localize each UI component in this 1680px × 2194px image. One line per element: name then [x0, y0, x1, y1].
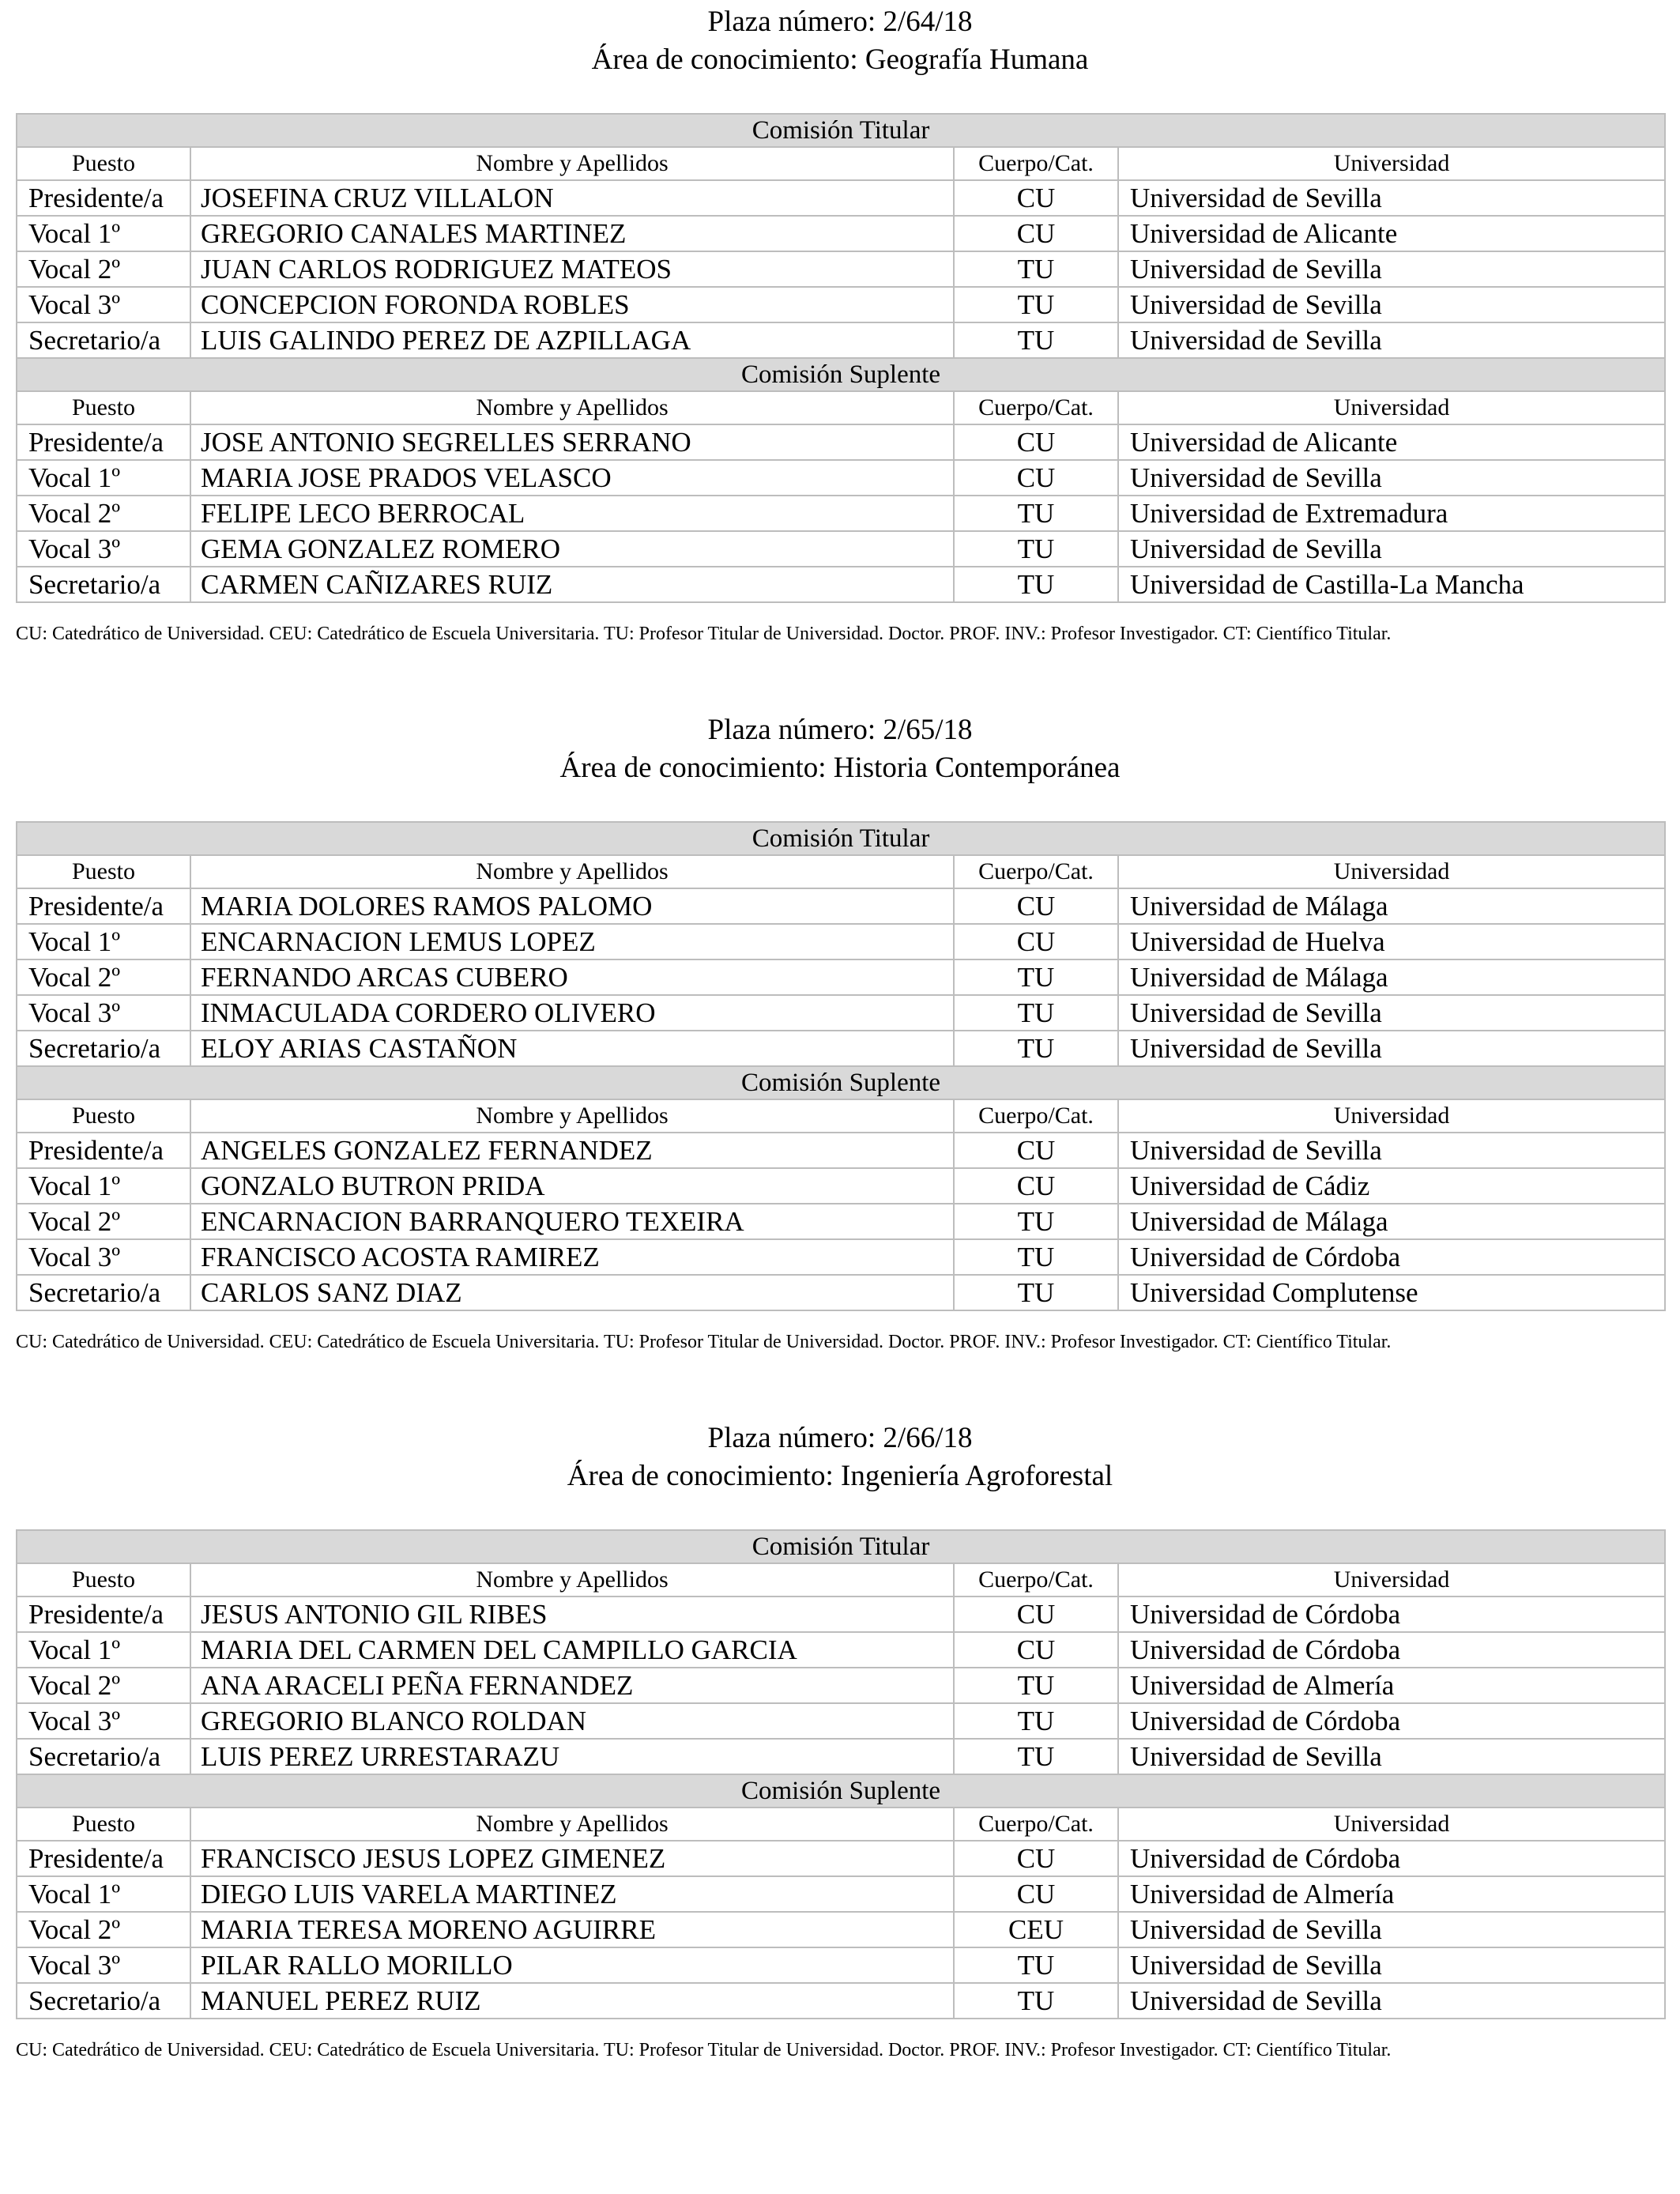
header-puesto: Puesto [17, 855, 190, 888]
universidad-cell: Universidad de Sevilla [1118, 251, 1665, 287]
puesto-cell: Secretario/a [17, 1739, 190, 1774]
cuerpo-cell: TU [954, 1983, 1118, 2019]
member-row [17, 1031, 1665, 1066]
nombre-cell: ELOY ARIAS CASTAÑON [190, 1031, 954, 1066]
header-cuerpo: Cuerpo/Cat. [954, 855, 1118, 888]
abbreviations-note: CU: Catedrático de Universidad. CEU: Catedrático de Escuela Universitaria. TU: Profesor Titular de Universidad. Doctor. PROF. INV.: Profesor Investigador. CT: Científico Titular. [16, 2040, 1392, 2060]
header-cuerpo: Cuerpo/Cat. [954, 391, 1118, 424]
column-header-row [17, 1099, 1665, 1133]
plaza-title: Plaza número: 2/65/18 [707, 714, 973, 746]
nombre-cell: MARIA JOSE PRADOS VELASCO [190, 460, 954, 496]
universidad-cell: Universidad de Sevilla [1118, 322, 1665, 358]
comision-suplente-band [17, 358, 1665, 391]
nombre-cell: CONCEPCION FORONDA ROBLES [190, 287, 954, 322]
nombre-cell: DIEGO LUIS VARELA MARTINEZ [190, 1876, 954, 1912]
cuerpo-cell: TU [954, 287, 1118, 322]
member-row [17, 460, 1665, 496]
member-row [17, 1739, 1665, 1774]
member-row [17, 322, 1665, 358]
puesto-cell: Secretario/a [17, 1031, 190, 1066]
nombre-cell: GEMA GONZALEZ ROMERO [190, 531, 954, 567]
puesto-cell: Presidente/a [17, 1841, 190, 1876]
puesto-cell: Vocal 3º [17, 995, 190, 1031]
plaza-area: Área de conocimiento: Geografía Humana [591, 43, 1089, 76]
cuerpo-cell: TU [954, 567, 1118, 602]
nombre-cell: JOSEFINA CRUZ VILLALON [190, 180, 954, 216]
universidad-cell: Universidad de Cádiz [1118, 1168, 1665, 1204]
universidad-cell: Universidad de Sevilla [1118, 460, 1665, 496]
header-puesto: Puesto [17, 1808, 190, 1841]
member-row [17, 1596, 1665, 1632]
universidad-cell: Universidad de Sevilla [1118, 180, 1665, 216]
universidad-cell: Universidad de Almería [1118, 1668, 1665, 1703]
puesto-cell: Vocal 2º [17, 1204, 190, 1239]
cuerpo-cell: CEU [954, 1912, 1118, 1947]
nombre-cell: GREGORIO CANALES MARTINEZ [190, 216, 954, 251]
universidad-cell: Universidad de Córdoba [1118, 1703, 1665, 1739]
cuerpo-cell: CU [954, 1841, 1118, 1876]
universidad-cell: Universidad de Extremadura [1118, 496, 1665, 531]
plaza-section [16, 0, 1664, 644]
comision-suplente-band [17, 1066, 1665, 1099]
abbreviations-note: CU: Catedrático de Universidad. CEU: Catedrático de Escuela Universitaria. TU: Profesor Titular de Universidad. Doctor. PROF. INV.: Profesor Investigador. CT: Científico Titular. [16, 1332, 1392, 1352]
puesto-cell: Vocal 2º [17, 1912, 190, 1947]
nombre-cell: PILAR RALLO MORILLO [190, 1947, 954, 1983]
universidad-cell: Universidad de Alicante [1118, 216, 1665, 251]
column-header-row [17, 1808, 1665, 1841]
cuerpo-cell: TU [954, 1239, 1118, 1275]
universidad-cell: Universidad de Sevilla [1118, 287, 1665, 322]
header-universidad: Universidad [1118, 855, 1665, 888]
puesto-cell: Secretario/a [17, 322, 190, 358]
universidad-cell: Universidad de Málaga [1118, 888, 1665, 924]
cuerpo-cell: TU [954, 959, 1118, 995]
nombre-cell: ENCARNACION LEMUS LOPEZ [190, 924, 954, 959]
puesto-cell: Secretario/a [17, 1983, 190, 2019]
cuerpo-cell: TU [954, 251, 1118, 287]
universidad-cell: Universidad de Sevilla [1118, 1739, 1665, 1774]
member-row [17, 1912, 1665, 1947]
header-puesto: Puesto [17, 1563, 190, 1596]
member-row [17, 424, 1665, 460]
member-row [17, 567, 1665, 602]
universidad-cell: Universidad de Sevilla [1118, 1947, 1665, 1983]
cuerpo-cell: CU [954, 924, 1118, 959]
plaza-header [16, 708, 1664, 787]
header-nombre: Nombre y Apellidos [190, 391, 954, 424]
member-row [17, 1632, 1665, 1668]
member-row [17, 531, 1665, 567]
commission-table [16, 1529, 1666, 2019]
puesto-cell: Vocal 3º [17, 1239, 190, 1275]
nombre-cell: MANUEL PEREZ RUIZ [190, 1983, 954, 2019]
universidad-cell: Universidad de Sevilla [1118, 1133, 1665, 1168]
nombre-cell: FRANCISCO JESUS LOPEZ GIMENEZ [190, 1841, 954, 1876]
nombre-cell: JESUS ANTONIO GIL RIBES [190, 1596, 954, 1632]
header-nombre: Nombre y Apellidos [190, 1563, 954, 1596]
nombre-cell: FELIPE LECO BERROCAL [190, 496, 954, 531]
comision-titular-band [17, 114, 1665, 147]
member-row [17, 924, 1665, 959]
nombre-cell: CARMEN CAÑIZARES RUIZ [190, 567, 954, 602]
universidad-cell: Universidad de Sevilla [1118, 995, 1665, 1031]
nombre-cell: ANA ARACELI PEÑA FERNANDEZ [190, 1668, 954, 1703]
member-row [17, 888, 1665, 924]
cuerpo-cell: TU [954, 1668, 1118, 1703]
header-puesto: Puesto [17, 391, 190, 424]
universidad-cell: Universidad de Huelva [1118, 924, 1665, 959]
header-universidad: Universidad [1118, 147, 1665, 180]
member-row [17, 1668, 1665, 1703]
nombre-cell: CARLOS SANZ DIAZ [190, 1275, 954, 1310]
puesto-cell: Vocal 2º [17, 1668, 190, 1703]
header-cuerpo: Cuerpo/Cat. [954, 1563, 1118, 1596]
member-row [17, 287, 1665, 322]
plaza-title: Plaza número: 2/66/18 [707, 1422, 973, 1454]
cuerpo-cell: TU [954, 531, 1118, 567]
universidad-cell: Universidad de Alicante [1118, 424, 1665, 460]
universidad-cell: Universidad de Castilla-La Mancha [1118, 567, 1665, 602]
universidad-cell: Universidad de Málaga [1118, 959, 1665, 995]
column-header-row [17, 147, 1665, 180]
member-row [17, 496, 1665, 531]
puesto-cell: Vocal 1º [17, 1632, 190, 1668]
nombre-cell: GONZALO BUTRON PRIDA [190, 1168, 954, 1204]
nombre-cell: LUIS PEREZ URRESTARAZU [190, 1739, 954, 1774]
header-nombre: Nombre y Apellidos [190, 1808, 954, 1841]
nombre-cell: MARIA DOLORES RAMOS PALOMO [190, 888, 954, 924]
member-row [17, 1275, 1665, 1310]
universidad-cell: Universidad de Córdoba [1118, 1239, 1665, 1275]
puesto-cell: Vocal 1º [17, 1168, 190, 1204]
plaza-title: Plaza número: 2/64/18 [707, 6, 973, 38]
nombre-cell: MARIA DEL CARMEN DEL CAMPILLO GARCIA [190, 1632, 954, 1668]
plaza-area: Área de conocimiento: Historia Contemporánea [559, 752, 1121, 784]
cuerpo-cell: TU [954, 1739, 1118, 1774]
column-header-row [17, 855, 1665, 888]
cuerpo-cell: CU [954, 424, 1118, 460]
nombre-cell: INMACULADA CORDERO OLIVERO [190, 995, 954, 1031]
nombre-cell: FRANCISCO ACOSTA RAMIREZ [190, 1239, 954, 1275]
cuerpo-cell: CU [954, 180, 1118, 216]
header-cuerpo: Cuerpo/Cat. [954, 1808, 1118, 1841]
comision-titular-band-label: Comisión Titular [17, 822, 1665, 855]
puesto-cell: Vocal 3º [17, 531, 190, 567]
plaza-section [16, 1416, 1664, 2060]
header-cuerpo: Cuerpo/Cat. [954, 1099, 1118, 1133]
member-row [17, 1876, 1665, 1912]
member-row [17, 1133, 1665, 1168]
cuerpo-cell: CU [954, 1876, 1118, 1912]
nombre-cell: LUIS GALINDO PEREZ DE AZPILLAGA [190, 322, 954, 358]
puesto-cell: Vocal 3º [17, 1703, 190, 1739]
header-cuerpo: Cuerpo/Cat. [954, 147, 1118, 180]
commission-table [16, 113, 1666, 603]
puesto-cell: Presidente/a [17, 1133, 190, 1168]
puesto-cell: Vocal 1º [17, 216, 190, 251]
member-row [17, 251, 1665, 287]
header-universidad: Universidad [1118, 1808, 1665, 1841]
cuerpo-cell: CU [954, 1168, 1118, 1204]
header-nombre: Nombre y Apellidos [190, 855, 954, 888]
nombre-cell: FERNANDO ARCAS CUBERO [190, 959, 954, 995]
puesto-cell: Vocal 3º [17, 1947, 190, 1983]
header-universidad: Universidad [1118, 1099, 1665, 1133]
plaza-header [16, 0, 1664, 79]
member-row [17, 995, 1665, 1031]
cuerpo-cell: TU [954, 1275, 1118, 1310]
member-row [17, 216, 1665, 251]
member-row [17, 959, 1665, 995]
puesto-cell: Vocal 2º [17, 496, 190, 531]
cuerpo-cell: TU [954, 1031, 1118, 1066]
plaza-area: Área de conocimiento: Ingeniería Agroforestal [567, 1460, 1113, 1492]
header-puesto: Puesto [17, 147, 190, 180]
plaza-header [16, 1416, 1664, 1495]
cuerpo-cell: TU [954, 496, 1118, 531]
cuerpo-cell: CU [954, 1632, 1118, 1668]
comision-suplente-band-label: Comisión Suplente [17, 1774, 1665, 1808]
member-row [17, 1168, 1665, 1204]
puesto-cell: Presidente/a [17, 424, 190, 460]
puesto-cell: Vocal 2º [17, 959, 190, 995]
comision-suplente-band [17, 1774, 1665, 1808]
cuerpo-cell: CU [954, 888, 1118, 924]
universidad-cell: Universidad Complutense [1118, 1275, 1665, 1310]
cuerpo-cell: CU [954, 1596, 1118, 1632]
nombre-cell: MARIA TERESA MORENO AGUIRRE [190, 1912, 954, 1947]
header-nombre: Nombre y Apellidos [190, 147, 954, 180]
puesto-cell: Secretario/a [17, 1275, 190, 1310]
puesto-cell: Presidente/a [17, 180, 190, 216]
column-header-row [17, 1563, 1665, 1596]
cuerpo-cell: TU [954, 1204, 1118, 1239]
cuerpo-cell: CU [954, 1133, 1118, 1168]
nombre-cell: JUAN CARLOS RODRIGUEZ MATEOS [190, 251, 954, 287]
universidad-cell: Universidad de Málaga [1118, 1204, 1665, 1239]
member-row [17, 1703, 1665, 1739]
nombre-cell: JOSE ANTONIO SEGRELLES SERRANO [190, 424, 954, 460]
header-universidad: Universidad [1118, 391, 1665, 424]
abbreviations-note: CU: Catedrático de Universidad. CEU: Catedrático de Escuela Universitaria. TU: Profesor Titular de Universidad. Doctor. PROF. INV.: Profesor Investigador. CT: Científico Titular. [16, 624, 1392, 644]
member-row [17, 1841, 1665, 1876]
universidad-cell: Universidad de Sevilla [1118, 1983, 1665, 2019]
universidad-cell: Universidad de Sevilla [1118, 1912, 1665, 1947]
member-row [17, 1239, 1665, 1275]
universidad-cell: Universidad de Córdoba [1118, 1632, 1665, 1668]
cuerpo-cell: CU [954, 460, 1118, 496]
puesto-cell: Presidente/a [17, 888, 190, 924]
cuerpo-cell: TU [954, 995, 1118, 1031]
cuerpo-cell: CU [954, 216, 1118, 251]
puesto-cell: Presidente/a [17, 1596, 190, 1632]
puesto-cell: Vocal 1º [17, 1876, 190, 1912]
puesto-cell: Vocal 3º [17, 287, 190, 322]
header-puesto: Puesto [17, 1099, 190, 1133]
plaza-section [16, 708, 1664, 1352]
member-row [17, 180, 1665, 216]
cuerpo-cell: TU [954, 1703, 1118, 1739]
member-row [17, 1204, 1665, 1239]
comision-titular-band-label: Comisión Titular [17, 114, 1665, 147]
cuerpo-cell: TU [954, 322, 1118, 358]
member-row [17, 1947, 1665, 1983]
universidad-cell: Universidad de Sevilla [1118, 1031, 1665, 1066]
universidad-cell: Universidad de Córdoba [1118, 1596, 1665, 1632]
universidad-cell: Universidad de Sevilla [1118, 531, 1665, 567]
comision-suplente-band-label: Comisión Suplente [17, 358, 1665, 391]
puesto-cell: Secretario/a [17, 567, 190, 602]
column-header-row [17, 391, 1665, 424]
commission-table [16, 821, 1666, 1311]
comision-titular-band [17, 1530, 1665, 1563]
cuerpo-cell: TU [954, 1947, 1118, 1983]
header-nombre: Nombre y Apellidos [190, 1099, 954, 1133]
puesto-cell: Vocal 1º [17, 924, 190, 959]
member-row [17, 1983, 1665, 2019]
comision-titular-band [17, 822, 1665, 855]
puesto-cell: Vocal 1º [17, 460, 190, 496]
puesto-cell: Vocal 2º [17, 251, 190, 287]
universidad-cell: Universidad de Córdoba [1118, 1841, 1665, 1876]
nombre-cell: ANGELES GONZALEZ FERNANDEZ [190, 1133, 954, 1168]
universidad-cell: Universidad de Almería [1118, 1876, 1665, 1912]
nombre-cell: GREGORIO BLANCO ROLDAN [190, 1703, 954, 1739]
comision-titular-band-label: Comisión Titular [17, 1530, 1665, 1563]
comision-suplente-band-label: Comisión Suplente [17, 1066, 1665, 1099]
header-universidad: Universidad [1118, 1563, 1665, 1596]
nombre-cell: ENCARNACION BARRANQUERO TEXEIRA [190, 1204, 954, 1239]
